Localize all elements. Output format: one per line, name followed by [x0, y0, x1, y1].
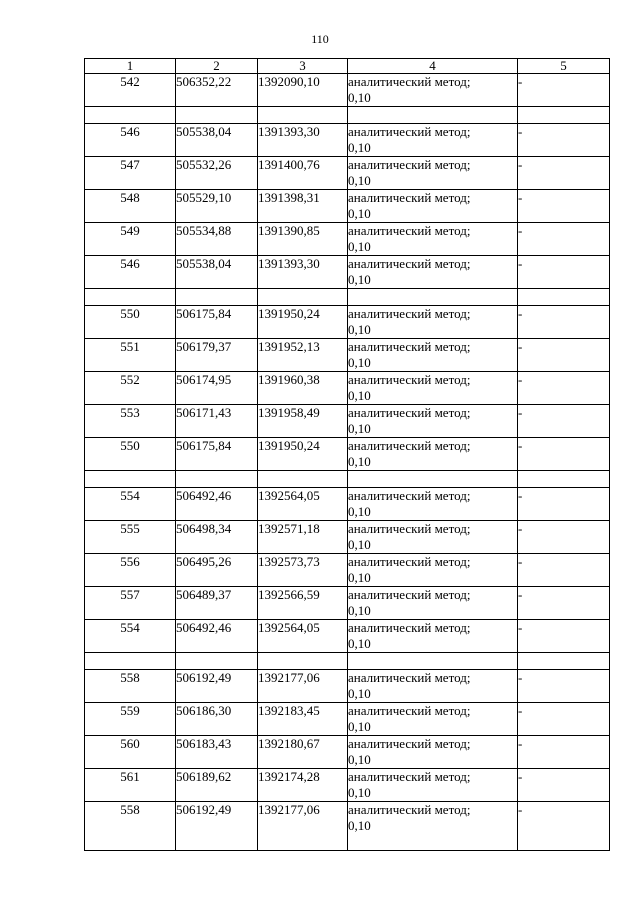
table-row: [85, 190, 610, 223]
method-cell: [348, 438, 518, 471]
accuracy-value: 0,10: [348, 421, 371, 436]
point-number-cell: 550: [85, 306, 176, 339]
point-number-cell: 547: [85, 157, 176, 190]
method-text: аналитический метод;: [348, 438, 471, 453]
accuracy-value: 0,10: [348, 719, 371, 734]
x-coordinate-cell: 506192,49: [176, 802, 258, 851]
column-5-cell: -: [518, 339, 610, 372]
empty-cell: [348, 289, 518, 306]
y-coordinate-cell: 1392566,59: [258, 587, 348, 620]
empty-cell: [518, 653, 610, 670]
coordinates-table: [84, 58, 610, 851]
y-coordinate-cell: 1391960,38: [258, 372, 348, 405]
accuracy-value: 0,10: [348, 454, 371, 469]
accuracy-value: 0,10: [348, 140, 371, 155]
column-5-cell: -: [518, 256, 610, 289]
method-text: аналитический метод;: [348, 372, 471, 387]
column-5-cell: -: [518, 521, 610, 554]
x-coordinate-cell: 505532,26: [176, 157, 258, 190]
table-row: [85, 339, 610, 372]
empty-cell: [258, 653, 348, 670]
method-text: аналитический метод;: [348, 157, 471, 172]
table-row: [85, 769, 610, 802]
header-row: [85, 59, 610, 74]
table-row: [85, 488, 610, 521]
table-row: [85, 405, 610, 438]
empty-cell: [518, 471, 610, 488]
x-coordinate-cell: 506495,26: [176, 554, 258, 587]
x-coordinate-cell: 505538,04: [176, 124, 258, 157]
accuracy-value: 0,10: [348, 570, 371, 585]
y-coordinate-cell: 1391958,49: [258, 405, 348, 438]
method-text: аналитический метод;: [348, 306, 471, 321]
method-cell: [348, 339, 518, 372]
column-5-cell: -: [518, 587, 610, 620]
accuracy-value: 0,10: [348, 355, 371, 370]
x-coordinate-cell: 506352,22: [176, 74, 258, 107]
empty-cell: [85, 107, 176, 124]
method-cell: [348, 620, 518, 653]
table-row: [85, 124, 610, 157]
method-text: аналитический метод;: [348, 124, 471, 139]
column-5-cell: -: [518, 190, 610, 223]
empty-cell: [258, 471, 348, 488]
method-cell: [348, 802, 518, 851]
table-row: [85, 438, 610, 471]
table-row: [85, 157, 610, 190]
method-cell: [348, 124, 518, 157]
column-header-1: 1: [85, 59, 176, 74]
x-coordinate-cell: 506492,46: [176, 488, 258, 521]
method-text: аналитический метод;: [348, 802, 471, 817]
method-text: аналитический метод;: [348, 74, 471, 89]
y-coordinate-cell: 1391400,76: [258, 157, 348, 190]
x-coordinate-cell: 506189,62: [176, 769, 258, 802]
method-cell: [348, 190, 518, 223]
point-number-cell: 549: [85, 223, 176, 256]
point-number-cell: 548: [85, 190, 176, 223]
empty-cell: [85, 653, 176, 670]
method-text: аналитический метод;: [348, 554, 471, 569]
x-coordinate-cell: 505529,10: [176, 190, 258, 223]
y-coordinate-cell: 1392090,10: [258, 74, 348, 107]
separator-row: [85, 471, 610, 488]
table-row: [85, 802, 610, 851]
point-number-cell: 558: [85, 802, 176, 851]
empty-cell: [176, 471, 258, 488]
table-row: [85, 372, 610, 405]
x-coordinate-cell: 506183,43: [176, 736, 258, 769]
column-5-cell: -: [518, 438, 610, 471]
table-row: [85, 223, 610, 256]
table-row: [85, 670, 610, 703]
column-5-cell: -: [518, 670, 610, 703]
column-header-3: 3: [258, 59, 348, 74]
empty-cell: [176, 289, 258, 306]
column-5-cell: -: [518, 372, 610, 405]
y-coordinate-cell: 1392180,67: [258, 736, 348, 769]
separator-row: [85, 289, 610, 306]
table-row: [85, 74, 610, 107]
table-row: [85, 256, 610, 289]
x-coordinate-cell: 506498,34: [176, 521, 258, 554]
empty-cell: [176, 653, 258, 670]
method-cell: [348, 587, 518, 620]
method-text: аналитический метод;: [348, 339, 471, 354]
empty-cell: [348, 653, 518, 670]
accuracy-value: 0,10: [348, 785, 371, 800]
x-coordinate-cell: 506174,95: [176, 372, 258, 405]
accuracy-value: 0,10: [348, 603, 371, 618]
method-text: аналитический метод;: [348, 736, 471, 751]
method-cell: [348, 157, 518, 190]
accuracy-value: 0,10: [348, 239, 371, 254]
empty-cell: [518, 289, 610, 306]
column-5-cell: -: [518, 124, 610, 157]
method-text: аналитический метод;: [348, 488, 471, 503]
x-coordinate-cell: 505534,88: [176, 223, 258, 256]
accuracy-value: 0,10: [348, 504, 371, 519]
y-coordinate-cell: 1392573,73: [258, 554, 348, 587]
y-coordinate-cell: 1392571,18: [258, 521, 348, 554]
x-coordinate-cell: 506179,37: [176, 339, 258, 372]
accuracy-value: 0,10: [348, 90, 371, 105]
accuracy-value: 0,10: [348, 818, 371, 833]
x-coordinate-cell: 506175,84: [176, 438, 258, 471]
table-row: [85, 703, 610, 736]
x-coordinate-cell: 506489,37: [176, 587, 258, 620]
y-coordinate-cell: 1391390,85: [258, 223, 348, 256]
column-5-cell: -: [518, 736, 610, 769]
y-coordinate-cell: 1392183,45: [258, 703, 348, 736]
table-row: [85, 521, 610, 554]
x-coordinate-cell: 506192,49: [176, 670, 258, 703]
method-cell: [348, 256, 518, 289]
accuracy-value: 0,10: [348, 636, 371, 651]
column-5-cell: -: [518, 802, 610, 851]
method-text: аналитический метод;: [348, 703, 471, 718]
y-coordinate-cell: 1392564,05: [258, 620, 348, 653]
method-text: аналитический метод;: [348, 670, 471, 685]
x-coordinate-cell: 506186,30: [176, 703, 258, 736]
accuracy-value: 0,10: [348, 272, 371, 287]
y-coordinate-cell: 1391950,24: [258, 438, 348, 471]
column-header-4: 4: [348, 59, 518, 74]
point-number-cell: 551: [85, 339, 176, 372]
page-number: 110: [311, 32, 329, 46]
separator-row: [85, 653, 610, 670]
accuracy-value: 0,10: [348, 752, 371, 767]
column-5-cell: -: [518, 769, 610, 802]
point-number-cell: 555: [85, 521, 176, 554]
method-cell: [348, 769, 518, 802]
column-5-cell: -: [518, 554, 610, 587]
y-coordinate-cell: 1391393,30: [258, 256, 348, 289]
column-header-2: 2: [176, 59, 258, 74]
column-5-cell: -: [518, 405, 610, 438]
method-text: аналитический метод;: [348, 256, 471, 271]
column-5-cell: -: [518, 223, 610, 256]
point-number-cell: 554: [85, 488, 176, 521]
y-coordinate-cell: 1392177,06: [258, 802, 348, 851]
x-coordinate-cell: 505538,04: [176, 256, 258, 289]
point-number-cell: 558: [85, 670, 176, 703]
column-header-5: 5: [518, 59, 610, 74]
empty-cell: [176, 107, 258, 124]
method-cell: [348, 554, 518, 587]
accuracy-value: 0,10: [348, 173, 371, 188]
method-cell: [348, 703, 518, 736]
method-cell: [348, 521, 518, 554]
empty-cell: [85, 471, 176, 488]
method-text: аналитический метод;: [348, 190, 471, 205]
accuracy-value: 0,10: [348, 686, 371, 701]
point-number-cell: 546: [85, 256, 176, 289]
accuracy-value: 0,10: [348, 537, 371, 552]
empty-cell: [258, 289, 348, 306]
x-coordinate-cell: 506175,84: [176, 306, 258, 339]
method-cell: [348, 223, 518, 256]
empty-cell: [85, 289, 176, 306]
table-row: [85, 587, 610, 620]
table-row: [85, 306, 610, 339]
separator-row: [85, 107, 610, 124]
accuracy-value: 0,10: [348, 206, 371, 221]
table-row: [85, 736, 610, 769]
method-cell: [348, 670, 518, 703]
point-number-cell: 553: [85, 405, 176, 438]
empty-cell: [258, 107, 348, 124]
y-coordinate-cell: 1391952,13: [258, 339, 348, 372]
empty-cell: [348, 107, 518, 124]
point-number-cell: 542: [85, 74, 176, 107]
y-coordinate-cell: 1391398,31: [258, 190, 348, 223]
method-text: аналитический метод;: [348, 769, 471, 784]
table-row: [85, 620, 610, 653]
method-cell: [348, 372, 518, 405]
column-5-cell: -: [518, 157, 610, 190]
point-number-cell: 552: [85, 372, 176, 405]
y-coordinate-cell: 1391393,30: [258, 124, 348, 157]
method-cell: [348, 405, 518, 438]
point-number-cell: 550: [85, 438, 176, 471]
table-body: [85, 74, 610, 851]
method-text: аналитический метод;: [348, 405, 471, 420]
y-coordinate-cell: 1391950,24: [258, 306, 348, 339]
method-cell: [348, 306, 518, 339]
y-coordinate-cell: 1392564,05: [258, 488, 348, 521]
x-coordinate-cell: 506171,43: [176, 405, 258, 438]
method-cell: [348, 74, 518, 107]
method-text: аналитический метод;: [348, 521, 471, 536]
table-row: [85, 554, 610, 587]
point-number-cell: 554: [85, 620, 176, 653]
point-number-cell: 559: [85, 703, 176, 736]
empty-cell: [518, 107, 610, 124]
x-coordinate-cell: 506492,46: [176, 620, 258, 653]
method-cell: [348, 488, 518, 521]
point-number-cell: 546: [85, 124, 176, 157]
empty-cell: [348, 471, 518, 488]
column-5-cell: -: [518, 620, 610, 653]
y-coordinate-cell: 1392177,06: [258, 670, 348, 703]
method-text: аналитический метод;: [348, 620, 471, 635]
point-number-cell: 560: [85, 736, 176, 769]
accuracy-value: 0,10: [348, 388, 371, 403]
method-text: аналитический метод;: [348, 223, 471, 238]
column-5-cell: -: [518, 703, 610, 736]
point-number-cell: 556: [85, 554, 176, 587]
y-coordinate-cell: 1392174,28: [258, 769, 348, 802]
column-5-cell: -: [518, 306, 610, 339]
method-cell: [348, 736, 518, 769]
point-number-cell: 561: [85, 769, 176, 802]
accuracy-value: 0,10: [348, 322, 371, 337]
method-text: аналитический метод;: [348, 587, 471, 602]
point-number-cell: 557: [85, 587, 176, 620]
column-5-cell: -: [518, 74, 610, 107]
column-5-cell: -: [518, 488, 610, 521]
